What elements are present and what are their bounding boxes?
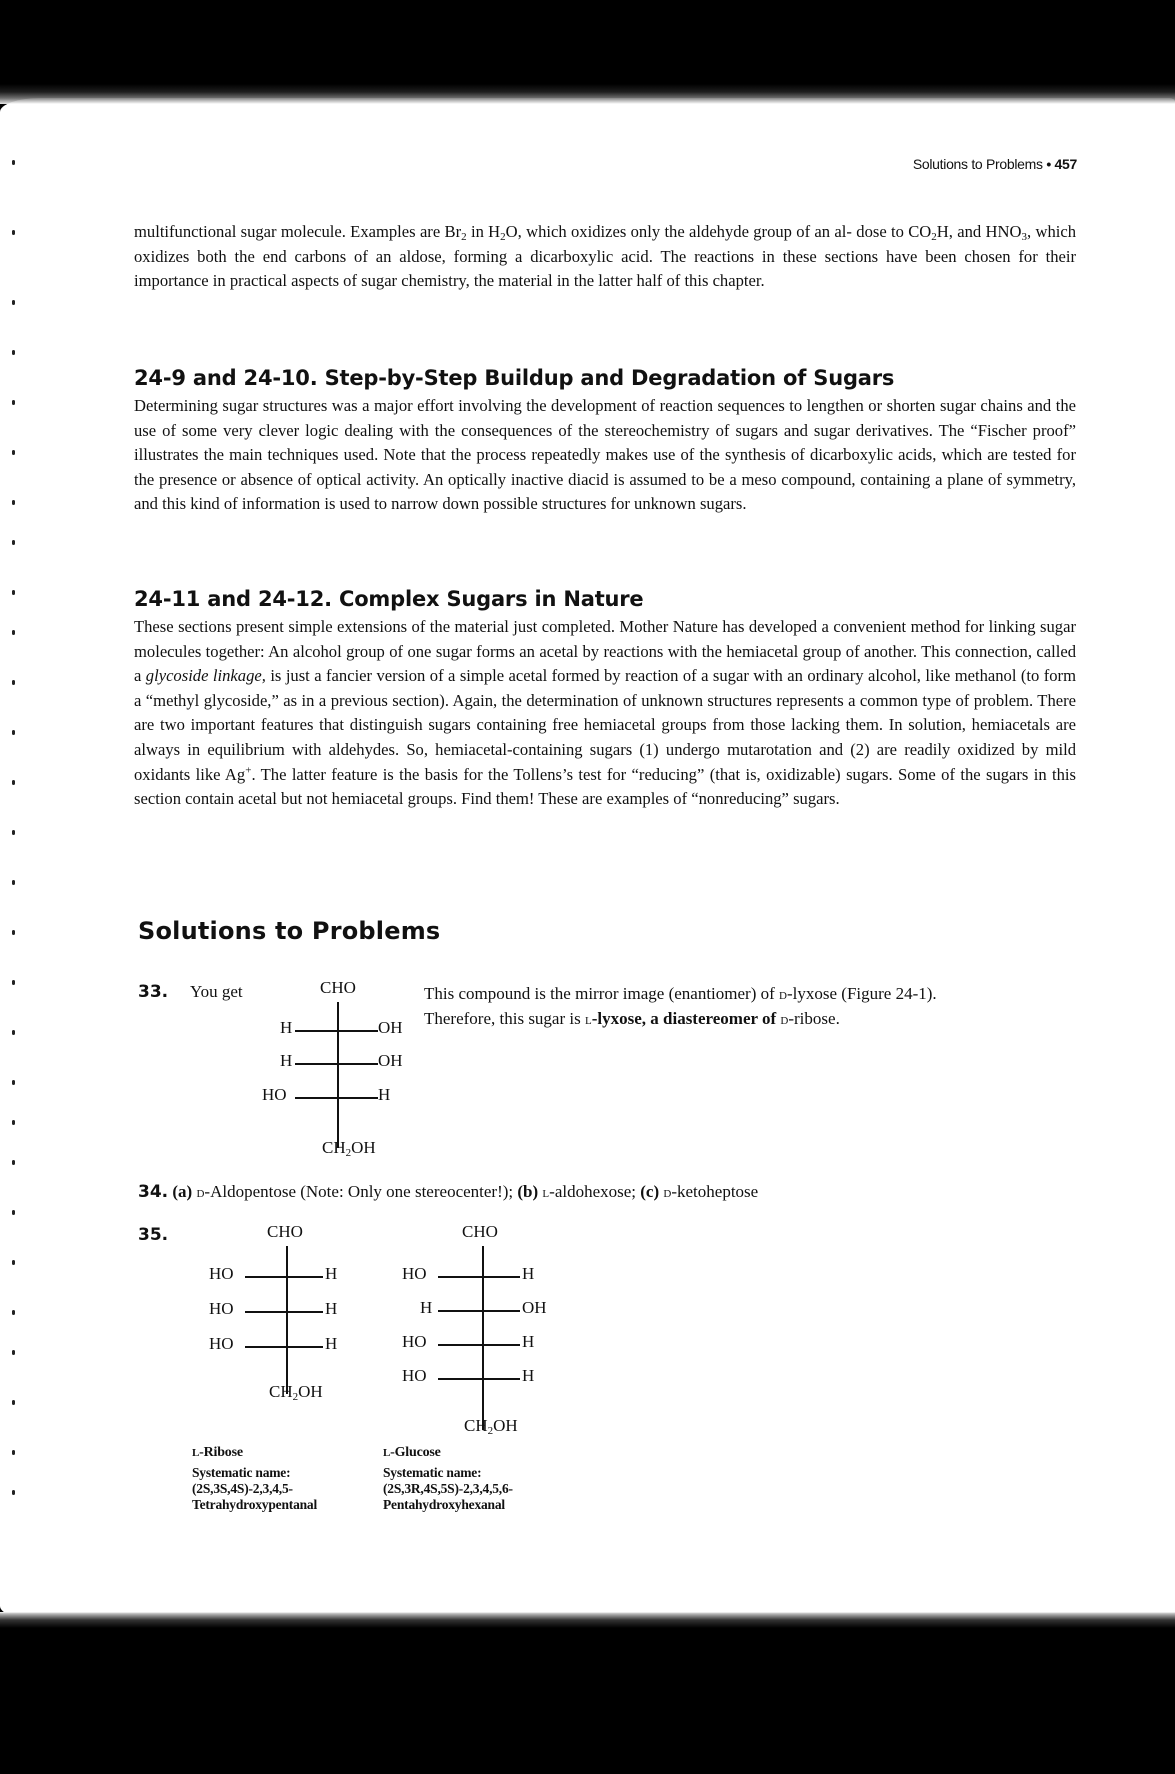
page-number: 457 — [1054, 156, 1077, 172]
carbon-chain-line — [482, 1246, 484, 1430]
part-label: (c) — [640, 1182, 660, 1201]
group-label: H — [325, 1264, 338, 1283]
bond-line — [438, 1276, 520, 1278]
page-bottom-edge-shadow — [0, 1612, 1175, 1628]
part-label: (b) — [517, 1182, 539, 1201]
group-label: HO — [402, 1332, 427, 1351]
group-label: CHO — [320, 978, 356, 997]
group-label: $CH_2OH$ — [322, 1138, 376, 1159]
text: This compound is the mirror image (enantiomer) of — [424, 984, 780, 1003]
group-label: H — [522, 1264, 535, 1283]
compound-name: -Ribose — [199, 1445, 243, 1460]
carbon-chain-line — [286, 1246, 288, 1394]
answer-c: -ketoheptose — [671, 1182, 759, 1201]
carbon-chain-line — [337, 1002, 339, 1148]
running-head — [913, 156, 1077, 172]
compound-name: -Glucose — [390, 1445, 441, 1460]
group-label: $CH_2OH$ — [269, 1382, 323, 1403]
systematic-name-line: (2S,3S,4S)-2,3,4,5- — [192, 1481, 293, 1496]
group-label: HO — [402, 1366, 427, 1385]
subscript: 2 — [931, 231, 937, 243]
group-label: $CH_2OH$ — [464, 1416, 518, 1437]
caption-l-glucose — [383, 1444, 513, 1513]
section-24-11-body — [134, 615, 1076, 812]
bond-line — [438, 1378, 520, 1380]
group-label: OH — [378, 1051, 403, 1070]
systematic-name-line: Tetrahydroxypentanal — [192, 1497, 318, 1512]
group-label: H — [280, 1051, 293, 1070]
group-label: H — [325, 1299, 338, 1318]
answer-a: -Aldopentose (Note: Only one stereocenter!); — [204, 1182, 514, 1201]
bond-line — [438, 1344, 520, 1346]
intro-text: O, which oxidizes only the aldehyde group of an al- — [505, 222, 852, 241]
subscript: 2 — [461, 231, 467, 243]
group-label: OH — [522, 1298, 547, 1317]
systematic-label: Systematic name: — [192, 1465, 291, 1480]
group-label: HO — [402, 1264, 427, 1283]
bond-line — [295, 1030, 378, 1032]
bond-line — [295, 1063, 378, 1065]
group-label: H — [325, 1334, 338, 1353]
group-label: H — [420, 1298, 433, 1317]
fischer-projection-l-ribose — [205, 1222, 365, 1412]
group-label: H — [522, 1366, 535, 1385]
bold-text: -lyxose, a diastereomer of — [591, 1009, 781, 1028]
problem-33-number: 33. — [138, 982, 169, 1002]
section-24-9-body: Determining sugar structures was a major effort involving the development of reaction sequences to lengthen or shorten sugar chains and the use of some very clever logic dealing with the consequences of the stereochemistry of sugars and sugar derivatives. The “Fischer proof” illustrates the main techniques used. Note that the process repeatedly makes use of the synthesis of dicarboxylic acids, which are tested for the presence or absence of optical activity. An optically inactive diacid is assumed to be a meso compound, containing a plane of symmetry, and this kind of information is used to narrow down possible structures for unknown sugars. — [134, 396, 1076, 514]
problem-33-lead: You get — [190, 982, 243, 1001]
problem-35-number: 35. — [138, 1225, 169, 1245]
section-heading-24-11: 24-11 and 24-12. Complex Sugars in Nature — [134, 587, 644, 611]
bond-line — [295, 1097, 378, 1099]
fischer-projection-l-lyxose — [250, 978, 420, 1168]
binding-margin-marks — [12, 160, 18, 1580]
intro-text: H, and HNO — [936, 222, 1022, 241]
group-label: HO — [262, 1085, 287, 1104]
problem-34-number: 34. — [138, 1182, 169, 1202]
bond-line — [245, 1311, 323, 1313]
systematic-label: Systematic name: — [383, 1465, 482, 1480]
intro-text: multifunctional sugar molecule. Examples are Br — [134, 222, 462, 241]
small-caps: l — [192, 1444, 200, 1460]
answer-b: -aldohexose; — [549, 1182, 637, 1201]
body-text: . The latter feature is the basis for the Tollens’s test for “reducing” (that is, oxidizable) sugars. Some of the sugars in this section contain acetal but not hemiacetal groups. Find them! These are examples of “nonreducing” sugars. — [134, 764, 1076, 809]
running-head-bullet: • — [1046, 156, 1051, 172]
running-head-title: Solutions to Problems — [912, 156, 1043, 172]
subscript: 3 — [1021, 231, 1027, 243]
intro-text: in H — [470, 222, 501, 241]
group-label: H — [378, 1085, 391, 1104]
body-text: is just a fancier version of a simple acetal formed by reaction of a sugar with an ordinary alcohol, like methanol (to form a “methyl glycoside,” as in a previous section). Again, the determination of unknown structures represents a common type of problem. There are two important features that distinguish sugars containing free hemiacetal groups from those lacking them. In solution, hemiacetals are always in equilibrium with aldehydes. So, hemiacetal-containing sugars (1) undergo mutarotation and (2) are readily oxidized by mild oxidants like Ag — [134, 666, 1076, 784]
group-label: HO — [209, 1334, 234, 1353]
small-caps: l — [383, 1444, 391, 1460]
fischer-projection-l-glucose — [400, 1222, 560, 1442]
group-label: H — [522, 1332, 535, 1351]
text: -ribose. — [788, 1009, 840, 1028]
group-label: H — [280, 1018, 293, 1037]
caption-l-ribose — [192, 1444, 317, 1513]
small-caps: d — [196, 1185, 205, 1201]
systematic-name-line: (2S,3R,4S,5S)-2,3,4,5,6- — [383, 1481, 513, 1496]
group-label: CHO — [267, 1222, 303, 1241]
group-label: HO — [209, 1299, 234, 1318]
problem-34 — [138, 1182, 758, 1202]
solutions-heading: Solutions to Problems — [138, 917, 441, 945]
intro-text: , which oxidizes both the end carbons of an aldose, forming a dicarboxylic acid. The — [134, 222, 1077, 266]
systematic-name-line: Pentahydroxyhexanal — [383, 1497, 505, 1512]
book-page — [0, 98, 1175, 1620]
small-caps: l — [542, 1185, 550, 1201]
text: -lyxose (Figure 24-1). — [786, 984, 937, 1003]
term-glycoside-linkage: glycoside linkage, — [145, 666, 266, 686]
problem-33-explanation — [424, 982, 1084, 1032]
bond-line — [438, 1310, 520, 1312]
intro-text: reactions in these sections have been chosen for their importance in practical aspects of sugar chemistry, the material in the latter half of this chapter. — [134, 246, 1076, 291]
intro-paragraph — [134, 220, 1076, 294]
text: Therefore, this sugar is — [424, 1009, 585, 1028]
small-caps: d — [663, 1185, 672, 1201]
intro-text: dose to CO — [856, 222, 932, 241]
small-caps: d — [780, 1012, 789, 1028]
bond-line — [245, 1276, 323, 1278]
bond-line — [245, 1346, 323, 1348]
group-label: CHO — [462, 1222, 498, 1241]
subscript: 2 — [500, 231, 506, 243]
small-caps: d — [779, 987, 787, 1003]
superscript: + — [245, 764, 252, 777]
group-label: OH — [378, 1018, 403, 1037]
section-heading-24-9: 24-9 and 24-10. Step-by-Step Buildup and Degradation of Sugars — [134, 366, 895, 390]
small-caps: l — [584, 1012, 592, 1028]
group-label: HO — [209, 1264, 234, 1283]
page-top-edge-shadow — [0, 84, 1175, 104]
body-text: These sections present simple extensions of the material just completed. Mother Nature has developed a convenient method for linking sugar molecules together: An alcohol group of one sugar forms an acetal by reactions with the hemiacetal group of another. This connection, called a — [134, 617, 1076, 686]
part-label: (a) — [172, 1182, 193, 1201]
